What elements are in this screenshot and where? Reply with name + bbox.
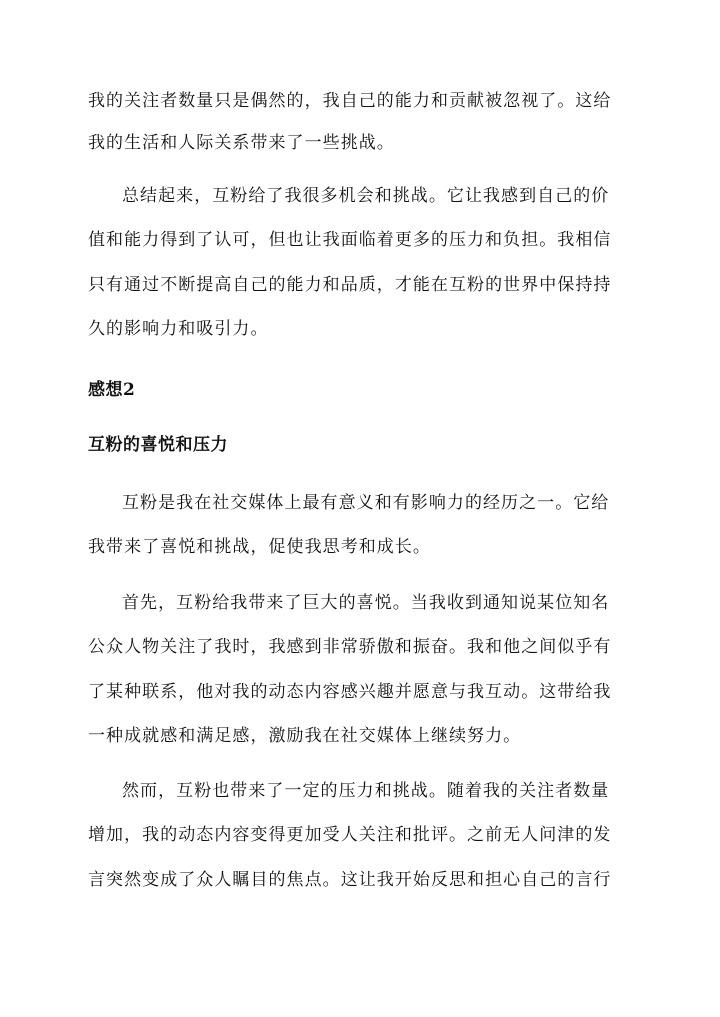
paragraph-summary-line-4: 久的影响力和吸引力。 <box>88 319 269 339</box>
paragraph-joy-line-1: 首先，互粉给我带来了巨大的喜悦。当我收到通知说某位知名 <box>122 593 610 613</box>
paragraph-continuation-line-1: 我的关注者数量只是偶然的，我自己的能力和贡献被忽视了。这给 <box>88 91 612 111</box>
paragraph-continuation-line-2: 我的生活和人际关系带来了一些挑战。 <box>88 133 395 153</box>
paragraph-joy-line-2: 公众人物关注了我时，我感到非常骄傲和振奋。我和他之间似乎有 <box>88 637 612 657</box>
section-title: 感想2 <box>88 380 136 400</box>
paragraph-joy-line-3: 了某种联系，他对我的动态内容感兴趣并愿意与我互动。这带给我 <box>88 682 612 702</box>
paragraph-summary-line-3: 只有通过不断提高自己的能力和品质，才能在互粉的世界中保持持 <box>88 275 612 295</box>
paragraph-joy-line-4: 一种成就感和满足感，激励我在社交媒体上继续努力。 <box>88 726 522 746</box>
paragraph-pressure-line-1: 然而，互粉也带来了一定的压力和挑战。随着我的关注者数量 <box>122 781 610 801</box>
paragraph-pressure-line-2: 增加，我的动态内容变得更加受人关注和批评。之前无人问津的发 <box>88 825 612 845</box>
paragraph-pressure-line-3: 言突然变成了众人瞩目的焦点。这让我开始反思和担心自己的言行 <box>88 870 612 890</box>
subtitle: 互粉的喜悦和压力 <box>88 435 228 455</box>
paragraph-summary-line-1: 总结起来，互粉给了我很多机会和挑战。它让我感到自己的价 <box>122 186 610 206</box>
paragraph-intro-line-2: 我带来了喜悦和挑战，促使我思考和成长。 <box>88 537 431 557</box>
paragraph-summary-line-2: 值和能力得到了认可，但也让我面临着更多的压力和负担。我相信 <box>88 230 612 250</box>
paragraph-intro-line-1: 互粉是我在社交媒体上最有意义和有影响力的经历之一。它给 <box>122 493 610 513</box>
